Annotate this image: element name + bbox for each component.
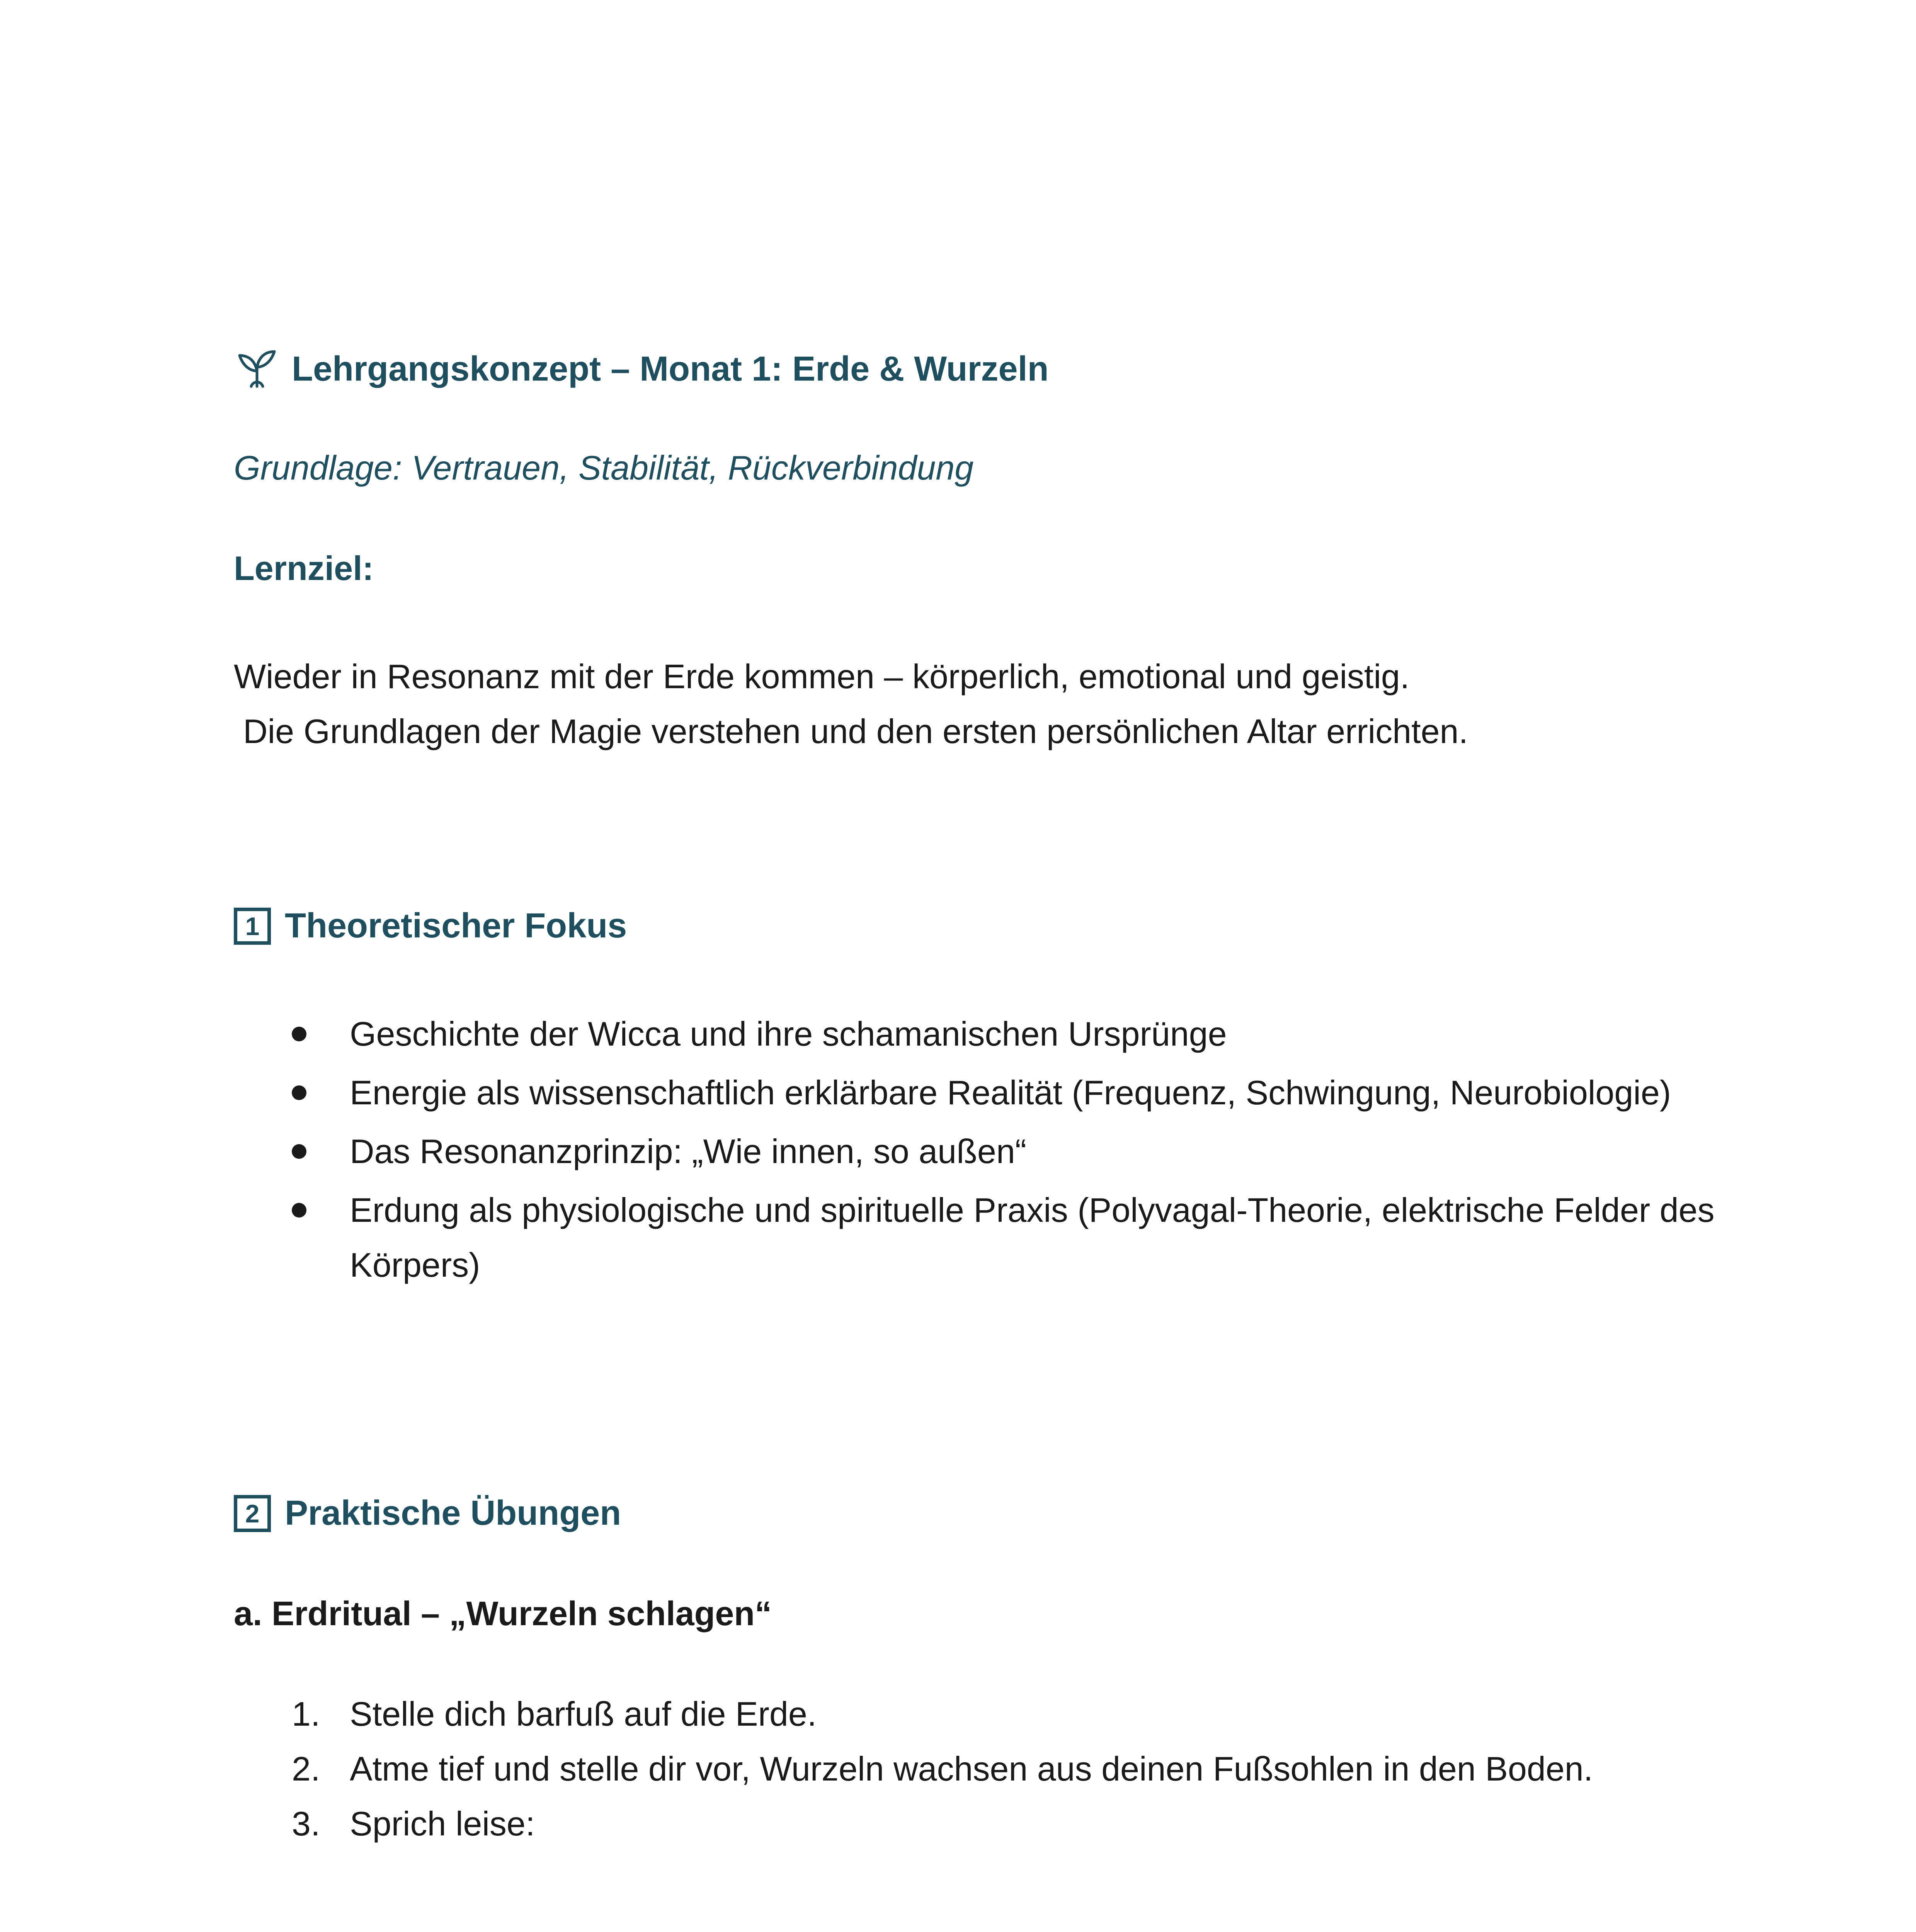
- step-number: 1.: [292, 1695, 320, 1733]
- list-item: Energie als wissenschaftlich erklärbare Realität (Frequenz, Schwingung, Neurobiologie): [292, 1065, 1722, 1120]
- ritual-steps-list: [292, 1687, 1722, 1851]
- page-title: [234, 346, 1049, 392]
- page-subtitle: Grundlage: Vertrauen, Stabilität, Rückverbindung: [234, 449, 974, 487]
- step-text: Stelle dich barfuß auf die Erde.: [350, 1695, 817, 1733]
- list-item: Erdung als physiologische und spirituelle Praxis (Polyvagal-Theorie, elektrische Felder des Körpers): [292, 1183, 1722, 1293]
- step-text: Sprich leise:: [350, 1804, 535, 1843]
- section-title: Theoretischer Fokus: [285, 906, 627, 945]
- theory-bullet-list: [292, 1007, 1722, 1296]
- section-heading-theory: [234, 906, 627, 946]
- page-title-text: Lehrgangskonzept – Monat 1: Erde & Wurzeln: [292, 349, 1049, 388]
- lernziel-text: [234, 649, 1468, 759]
- section-number-badge: 1: [234, 908, 271, 945]
- ritual-heading: a. Erdritual – „Wurzeln schlagen“: [234, 1594, 772, 1633]
- section-number-badge: 2: [234, 1495, 271, 1532]
- list-item: [292, 1687, 1722, 1742]
- step-text: Atme tief und stelle dir vor, Wurzeln wachsen aus deinen Fußsohlen in den Boden.: [350, 1750, 1593, 1788]
- section-heading-practice: [234, 1493, 621, 1533]
- lernziel-label: Lernziel:: [234, 549, 374, 587]
- section-title: Praktische Übungen: [285, 1494, 621, 1532]
- list-item: [292, 1742, 1722, 1796]
- sprout-icon: [234, 346, 280, 392]
- list-item: [292, 1796, 1722, 1851]
- step-number: 3.: [292, 1804, 320, 1843]
- list-item: Geschichte der Wicca und ihre schamanischen Ursprünge: [292, 1007, 1722, 1061]
- step-number: 2.: [292, 1750, 320, 1788]
- lernziel-line: Die Grundlagen der Magie verstehen und den ersten persönlichen Altar errichten.: [243, 712, 1468, 750]
- list-item: Das Resonanzprinzip: „Wie innen, so außen“: [292, 1124, 1722, 1179]
- lernziel-line: Wieder in Resonanz mit der Erde kommen – körperlich, emotional und geistig.: [234, 657, 1410, 696]
